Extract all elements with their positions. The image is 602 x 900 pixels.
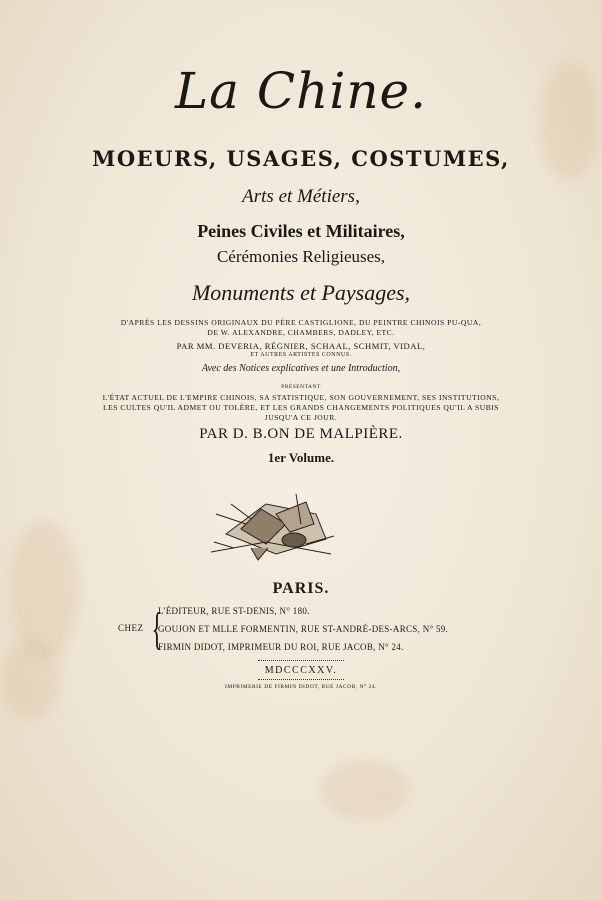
book-title: La Chine. [174, 62, 428, 120]
divider [258, 660, 344, 663]
artists-line: PAR MM. DEVERIA, RÉGNIER, SCHAAL, SCHMIT, VIDAL, [176, 341, 426, 351]
imprint-line: IMPRIMERIE DE FIRMIN DIDOT, RUE JACOB, N° 24. [224, 684, 378, 690]
source-line-2: DE W. ALEXANDRE, CHAMBERS, DADLEY, ETC. [207, 328, 395, 337]
publisher-3: FIRMIN DIDOT, IMPRIMEUR DU ROI, RUE JACOB, N° 24. [158, 642, 404, 652]
intro-line-1: L'ÉTAT ACTUEL DE L'EMPIRE CHINOIS, SA STATISTIQUE, SON GOUVERNEMENT, SES INSTITUTIONS, [102, 393, 500, 402]
presenting-label: PRÉSENTANT [281, 384, 321, 390]
volume-label: 1er Volume. [267, 450, 335, 465]
brace-icon: { [151, 603, 163, 654]
chez-label: CHEZ [118, 623, 144, 633]
intro-line-2: LES CULTES QU'IL ADMET OU TOLÈRE, ET LES GRANDS CHANGEMENTS POLITIQUES QU'IL A SUBIS [102, 403, 500, 412]
city: PARIS. [272, 580, 330, 597]
year: MDCCCXXV. [264, 665, 338, 676]
publisher-2: GOUJON ET MLLE FORMENTIN, RUE ST-ANDRÉ-DES-ARCS, N° 59. [158, 624, 449, 634]
subtitle-arts: Arts et Métiers, [242, 186, 360, 207]
source-line-1: D'APRÈS LES DESSINS ORIGINAUX DU PÈRE CASTIGLIONE, DU PEINTRE CHINOIS PU-QUA, [120, 318, 482, 327]
subtitle-mores: MOEURS, USAGES, COSTUMES, [92, 146, 510, 171]
subtitle-monuments: Monuments et Paysages, [191, 280, 411, 305]
subtitle-ceremonies: Cérémonies Religieuses, [216, 247, 386, 266]
subtitle-peines: Peines Civiles et Militaires, [197, 221, 405, 241]
intro-line-3: JUSQU'A CE JOUR. [264, 413, 338, 422]
divider [258, 679, 344, 682]
notices-line: Avec des Notices explicatives et une Introduction, [201, 363, 401, 374]
vignette-illustration [206, 484, 338, 566]
publisher-1: L'ÉDITEUR, RUE ST-DENIS, N° 180. [158, 606, 310, 616]
artists-line-2: ET AUTRES ARTISTES CONNUS. [250, 352, 352, 358]
author-line: PAR D. B.ON DE MALPIÈRE. [199, 426, 403, 442]
